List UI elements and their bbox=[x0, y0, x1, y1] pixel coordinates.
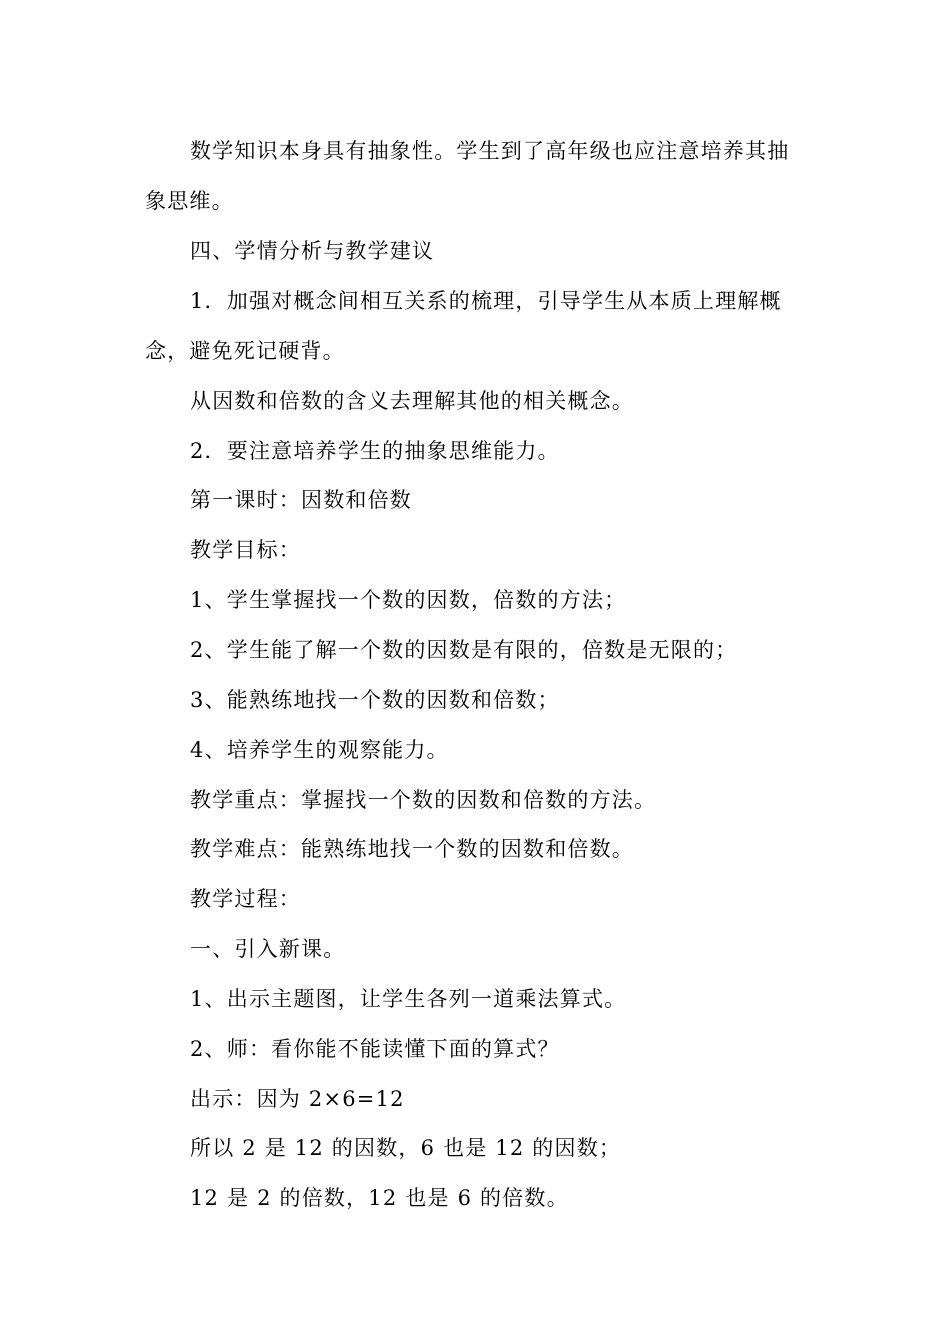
lesson-title: 第一课时：因数和倍数 bbox=[190, 488, 412, 512]
paragraph-line: 教学重点：掌握找一个数的因数和倍数的方法。 bbox=[190, 788, 657, 812]
list-item: 2、学生能了解一个数的因数是有限的，倍数是无限的； bbox=[190, 638, 738, 662]
section-heading: 一、引入新课。 bbox=[190, 937, 346, 961]
list-item: 4、培养学生的观察能力。 bbox=[190, 738, 449, 762]
paragraph-line: 象思维。 bbox=[145, 189, 234, 213]
list-item: 1、学生掌握找一个数的因数，倍数的方法； bbox=[190, 588, 627, 612]
list-item: 2、师：看你能不能读懂下面的算式？ bbox=[190, 1037, 560, 1061]
paragraph-line: 2．要注意培养学生的抽象思维能力。 bbox=[190, 439, 560, 463]
section-heading: 四、学情分析与教学建议 bbox=[190, 239, 435, 263]
paragraph-line: 念，避免死记硬背。 bbox=[145, 339, 345, 363]
paragraph-line: 1．加强对概念间相互关系的梳理，引导学生从本质上理解概 bbox=[190, 289, 782, 313]
list-item: 3、能熟练地找一个数的因数和倍数； bbox=[190, 688, 560, 712]
paragraph-line: 教学难点：能熟练地找一个数的因数和倍数。 bbox=[190, 837, 634, 861]
paragraph-line: 从因数和倍数的含义去理解其他的相关概念。 bbox=[190, 389, 634, 413]
list-item: 1、出示主题图，让学生各列一道乘法算式。 bbox=[190, 987, 627, 1011]
paragraph-line: 所以 2 是 12 的因数，6 也是 12 的因数； bbox=[190, 1136, 622, 1160]
paragraph-line: 12 是 2 的倍数，12 也是 6 的倍数。 bbox=[190, 1186, 569, 1210]
section-label: 教学过程： bbox=[190, 887, 301, 911]
paragraph-line: 出示：因为 2×6=12 bbox=[190, 1087, 405, 1111]
section-label: 教学目标： bbox=[190, 538, 301, 562]
paragraph-line: 数学知识本身具有抽象性。学生到了高年级也应注意培养其抽 bbox=[190, 139, 790, 163]
